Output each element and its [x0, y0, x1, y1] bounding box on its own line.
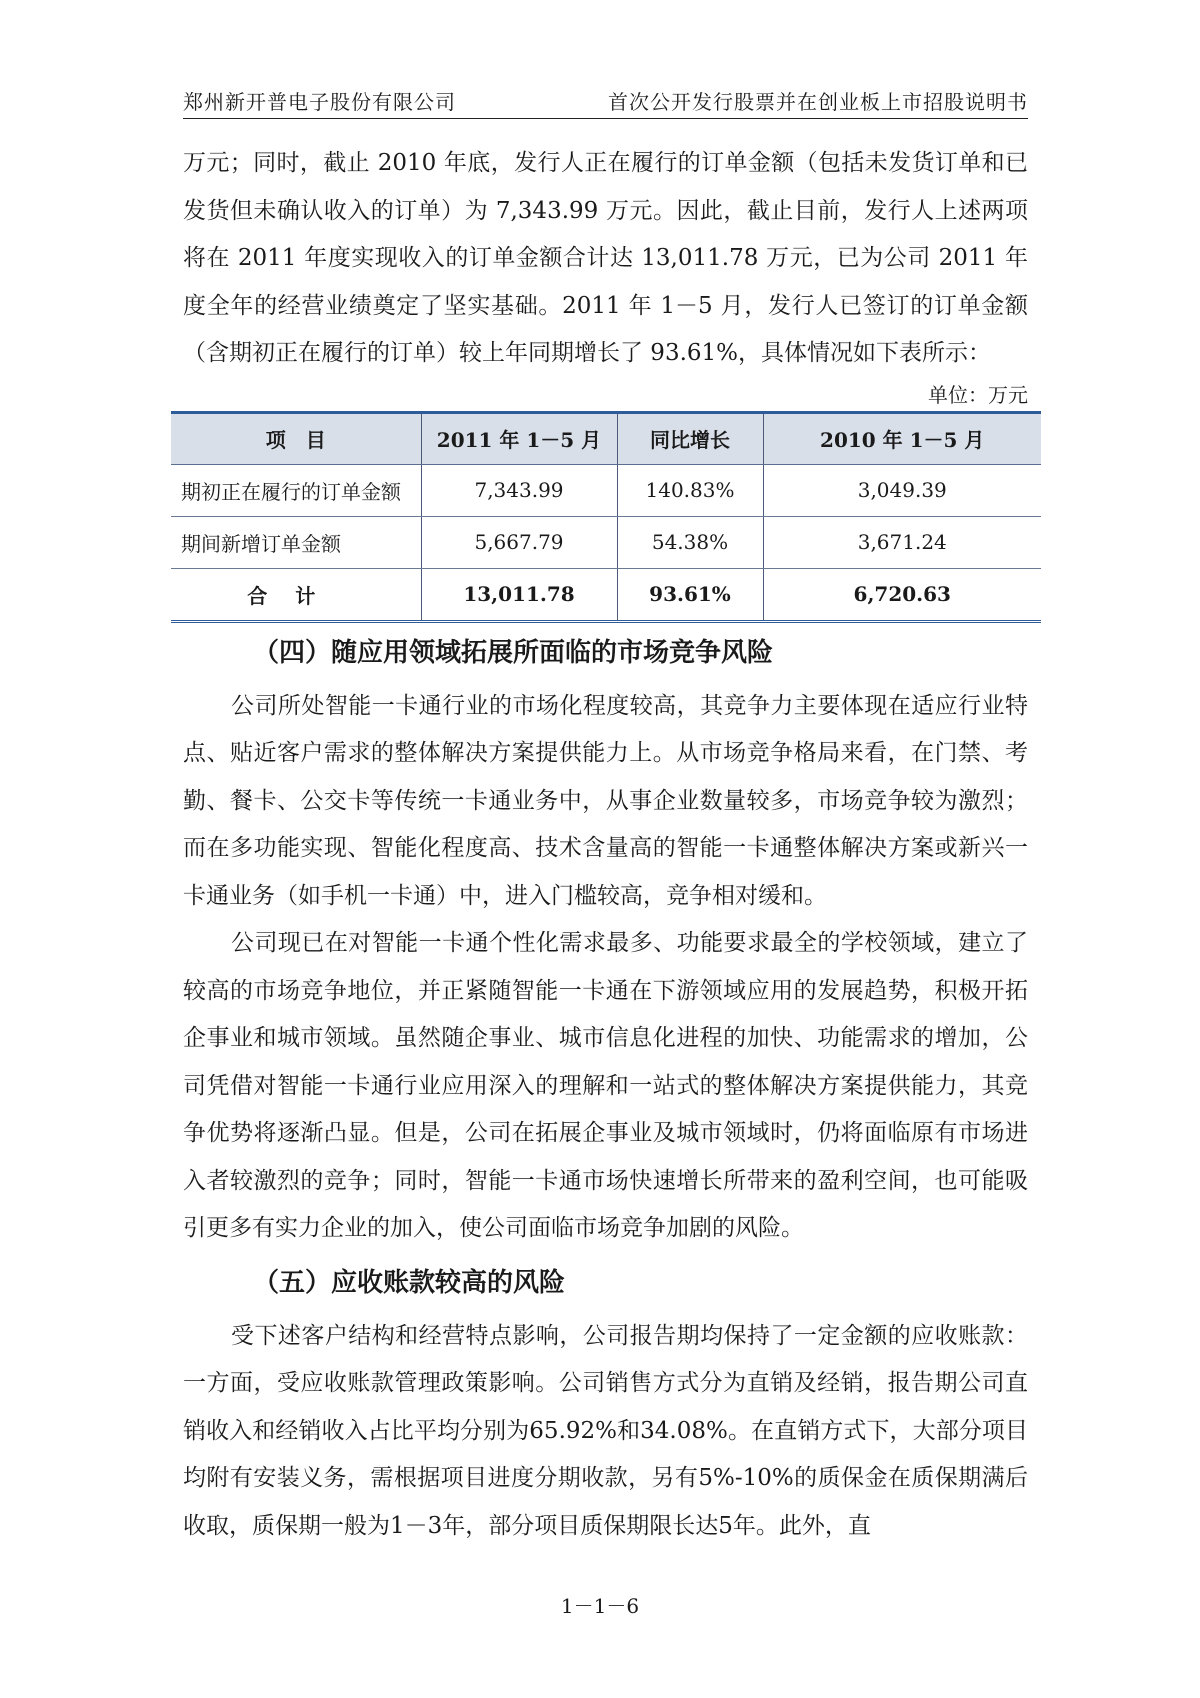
row-value-2010: 3,049.39: [763, 464, 1041, 516]
row-value-2011: 5,667.79: [421, 516, 617, 568]
total-value-growth: 93.61%: [617, 568, 763, 621]
intro-paragraph: 万元；同时，截止 2010 年底，发行人正在履行的订单金额（包括未发货订单和已发货但未确认收入的订单）为 7,343.99 万元。因此，截止目前，发行人上述两项将在 2011 年度实现收入的订单金额合计达 13,011.78 万元，已为公司 2011 年度全年的经营业绩奠定了坚实基础。2011 年 1－5 月，发行人已签订的订单金额（含期初正在履行的订单）较上年同期增长了 93.61%，具体情况如下表所示：: [183, 150, 1028, 366]
company-name: 郑州新开普电子股份有限公司: [183, 90, 456, 114]
section-5-title: （五）应收账款较高的风险: [253, 1267, 566, 1298]
row-label: 期初正在履行的订单金额: [171, 464, 421, 516]
row-value-2010: 3,671.24: [763, 516, 1041, 568]
row-value-growth: 54.38%: [617, 516, 763, 568]
table-row: [171, 516, 1041, 568]
orders-table: [171, 411, 1041, 623]
section-4-paragraph-1: 公司所处智能一卡通行业的市场化程度较高，其竞争力主要体现在适应行业特点、贴近客户需求的整体解决方案提供能力上。从市场竞争格局来看，在门禁、考勤、餐卡、公交卡等传统一卡通业务中，从事企业数量较多，市场竞争较为激烈；而在多功能实现、智能化程度高、技术含量高的智能一卡通整体解决方案或新兴一卡通业务（如手机一卡通）中，进入门槛较高，竞争相对缓和。: [183, 692, 1028, 909]
total-value-2010: 6,720.63: [763, 568, 1041, 621]
header-2011: 2011 年 1－5 月: [421, 412, 617, 464]
total-value-2011: 13,011.78: [421, 568, 617, 621]
row-value-2011: 7,343.99: [421, 464, 617, 516]
total-label: 合计: [171, 568, 421, 621]
page-header: [183, 86, 1028, 120]
section-4-paragraph-2: 公司现已在对智能一卡通个性化需求最多、功能要求最全的学校领域，建立了较高的市场竞争地位，并正紧随智能一卡通在下游领域应用的发展趋势，积极开拓企事业和城市领域。虽然随企事业、城市信息化进程的加快、功能需求的增加，公司凭借对智能一卡通行业应用深入的理解和一站式的整体解决方案提供能力，其竞争优势将逐渐凸显。但是，公司在拓展企事业及城市领域时，仍将面临原有市场进入者较激烈的竞争；同时，智能一卡通市场快速增长所带来的盈利空间，也可能吸引更多有实力企业的加入，使公司面临市场竞争加剧的风险。: [183, 930, 1028, 1241]
section-5-paragraph-1: 受下述客户结构和经营特点影响，公司报告期均保持了一定金额的应收账款：一方面，受应收账款管理政策影响。公司销售方式分为直销及经销，报告期公司直销收入和经销收入占比平均分别为65.92%和34.08%。在直销方式下，大部分项目均附有安装义务，需根据项目进度分期收款，另有5%-10%的质保金在质保期满后收取，质保期一般为1－3年，部分项目质保期限长达5年。此外，直: [183, 1322, 1028, 1539]
header-2010: 2010 年 1－5 月: [763, 412, 1041, 464]
table-total-row: [171, 568, 1041, 621]
section-4-title: （四）随应用领域拓展所面临的市场竞争风险: [253, 637, 774, 668]
header-growth: 同比增长: [617, 412, 763, 464]
row-label: 期间新增订单金额: [171, 516, 421, 568]
table-row: [171, 464, 1041, 516]
page-body: [183, 140, 1028, 1550]
row-value-growth: 140.83%: [617, 464, 763, 516]
table-unit: 单位：万元: [928, 382, 1028, 407]
page-number: 1－1－6: [560, 1594, 640, 1618]
header-rule: [183, 118, 1028, 119]
header-item: 项 目: [171, 412, 421, 464]
document-title: 首次公开发行股票并在创业板上市招股说明书: [608, 90, 1028, 114]
table-header-row: [171, 412, 1041, 464]
